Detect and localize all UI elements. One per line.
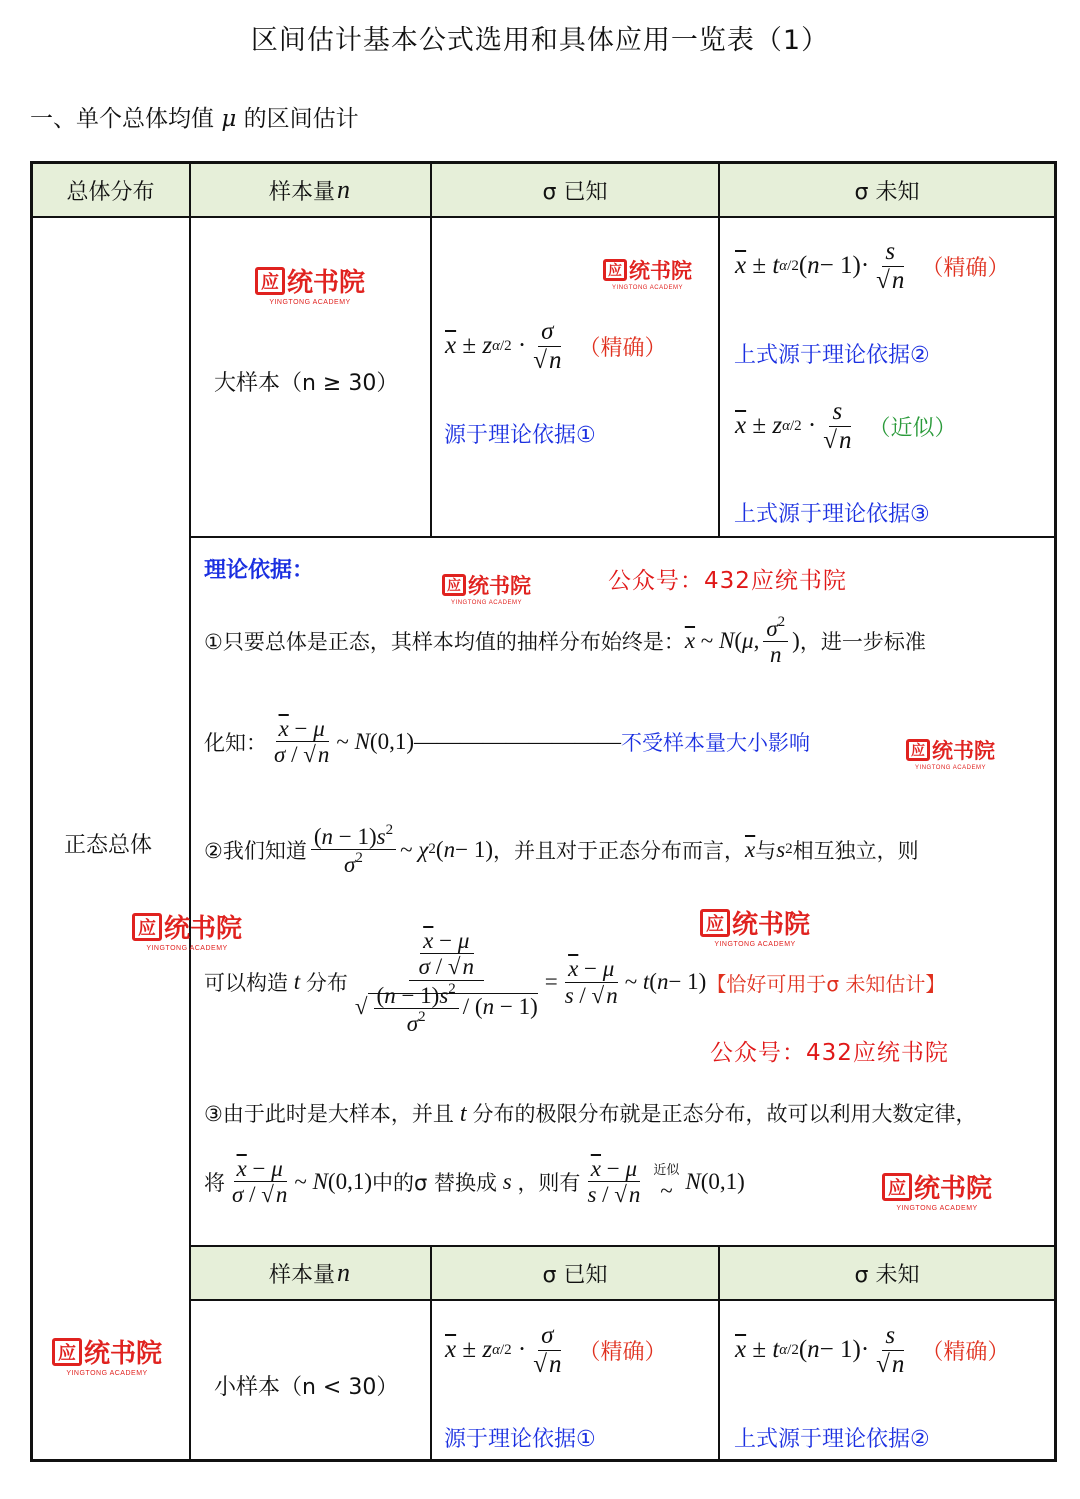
header-sigma-unknown: σ 未知 [719, 163, 1055, 217]
section-heading [30, 100, 359, 133]
mu-symbol: μ [221, 106, 237, 132]
section-suffix: 的区间估计 [243, 106, 359, 132]
logo-watermark: 应 统书院 YINGTONG ACADEMY [700, 904, 810, 948]
note-exact: （精确） [578, 335, 667, 361]
large-unknown-source-2: 上式源于理论依据③ [734, 502, 930, 527]
ci-formula-t-large: $\overline{x}$ ± t α/2 ( n − 1)· $\frac{s}{√n}$ （精确） [735, 238, 1010, 294]
note-exact: （精确） [578, 1339, 667, 1365]
ci-formula-z-small: $\overline{x}$ ± z α/2 · $\frac{\sigma}{√n}$ （精确） [445, 1322, 667, 1378]
header-sample-size-2: 样本量 n [190, 1246, 431, 1300]
small-unknown-source: 上式源于理论依据② [734, 1427, 930, 1452]
logo-watermark: 应 统书院 YINGTONG ACADEMY [603, 255, 692, 291]
small-known-source: 源于理论依据① [444, 1427, 596, 1452]
header-sample-size: 样本量 n [190, 163, 431, 217]
ci-formula-z-approx: $\overline{x}$ ± z α/2 · $\frac{s}{√n}$ （近似） [735, 398, 957, 454]
theory-p1-line2: 化知： $\frac{\overline{x} - \mu}{\sigma / √n}$ ~ N (0,1) ————————— 不受样本量大小影响 [204, 716, 810, 768]
wechat-watermark-1: 公众号：432应统书院 [608, 568, 847, 594]
header-divider [30, 216, 1057, 218]
ci-formula-z-large: $\overline{x}$ ± z α/2 · $\frac{\sigma}{√n}$ （精确） [445, 318, 667, 374]
col-divider-1 [189, 161, 191, 1462]
large-sample-label: 大样本（n ≥ 30） [214, 371, 399, 396]
theory-p3: ③由于此时是大样本，并且 t 分布的极限分布就是正态分布，故可以利用大数定律， [204, 1101, 977, 1127]
ci-formula-t-small: $\overline{x}$ ± t α/2 ( n − 1)· $\frac{s}{√n}$ （精确） [735, 1322, 1010, 1378]
large-row-divider [190, 536, 1057, 538]
note-exact: （精确） [921, 255, 1010, 281]
logo-watermark: 应 统书院 YINGTONG ACADEMY [906, 735, 995, 771]
col-divider-2b [430, 1245, 432, 1462]
theory-p1: ①只要总体是正态，其样本均值的抽样分布始终是： $\overline{x}$ ~ N ( μ , $\frac{\sigma^2}{n}$ ) ，进一步标准 [204, 614, 926, 668]
logo-watermark: 应 统书院 YINGTONG ACADEMY [882, 1168, 992, 1212]
header-sigma-known: σ 已知 [431, 163, 719, 217]
logo-watermark: 应 统书院 YINGTONG ACADEMY [52, 1333, 162, 1377]
distribution-value: 正态总体 [64, 833, 153, 858]
note-approx: （近似） [868, 415, 957, 441]
theory-p2: ②我们知道 $\frac{(n - 1)s^2}{\sigma^2}$ ~ χ 2 ( n − 1) ，并且对于正态分布而言， $\overline{x}$ 与 s 2 相互独立，则 [204, 822, 919, 878]
large-known-source: 源于理论依据① [444, 423, 596, 448]
col-divider-3b [718, 1245, 720, 1462]
col-divider-3a [718, 161, 720, 537]
header-distribution: 总体分布 [31, 163, 190, 217]
table-border-bottom [30, 1459, 1057, 1462]
wechat-watermark-2: 公众号：432应统书院 [710, 1040, 949, 1066]
page-title: 区间估计基本公式选用和具体应用一览表（1） [250, 25, 830, 56]
theory-divider [190, 1245, 1057, 1247]
col-divider-2a [430, 161, 432, 537]
small-sample-label: 小样本（n < 30） [214, 1375, 399, 1400]
header2-divider [190, 1299, 1057, 1301]
logo-watermark: 应 统书院 YINGTONG ACADEMY [132, 908, 242, 952]
theory-p3-line2: 将 $\frac{\overline{x} - \mu}{\sigma / √n}$ ~ N (0,1) 中的σ 替换成 s ，则有 $\frac{\overline{x} - \mu}{s / √n}$ 近似 ~ N (0,1) [204, 1156, 745, 1208]
theory-heading: 理论依据： [204, 558, 315, 583]
theory-p2-line2: 可以构造 t 分布 $\frac{\overline{x} - \mu}{\sigma / √n}$ √ $\frac{(n - 1)s^2}{\sigma^2}$ / (n − 1) = $\frac{\overline{x} - \mu}{s / √n}$ ~ t ( n − 1) 【恰好可用于σ 未知估计】 [204, 928, 946, 1036]
table-border-top [30, 161, 1057, 164]
note-exact: （精确） [921, 1339, 1010, 1365]
large-unknown-source-1: 上式源于理论依据② [734, 343, 930, 368]
table-border-right [1054, 161, 1057, 1462]
logo-watermark: 应 统书院 YINGTONG ACADEMY [442, 570, 531, 606]
table-border-left [30, 161, 33, 1462]
logo-watermark: 应 统书院 YINGTONG ACADEMY [255, 262, 365, 306]
section-prefix: 一、单个总体均值 [30, 106, 214, 132]
header-sigma-unknown-2: σ 未知 [719, 1246, 1055, 1300]
header-sigma-known-2: σ 已知 [431, 1246, 719, 1300]
